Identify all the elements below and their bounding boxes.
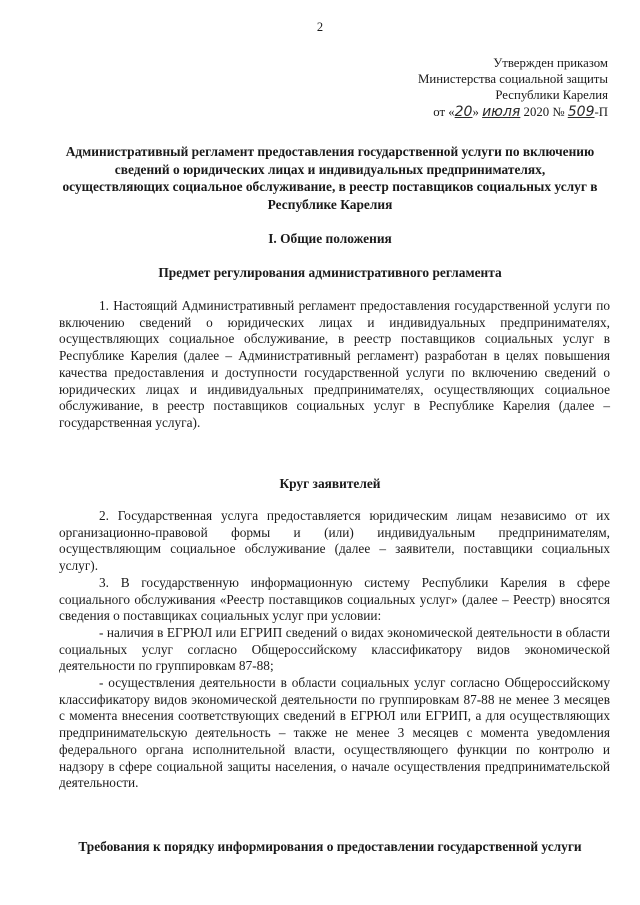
page-number: 2 — [316, 20, 324, 34]
paragraph-2: 2. Государственная услуга предоставляется юридическим лицам независимо от их организационно-правовой формы и (или) индивидуальным предпринимателям, осуществляющим социальное обслуживание (далее – заявители, поставщики социальных услуг). — [59, 508, 610, 574]
approval-line-2: Министерства социальной защиты — [417, 72, 608, 87]
paragraph-1: 1. Настоящий Административный регламент предоставления государственной услуги по включению сведений о юридических лицах и индивидуальных предпринимателях, осуществляющих социальное обслуживание, в реестр поставщиков социальных услуг в Республике Карелия (далее – Административный регламент) разработан в целях повышения качества предоставления и доступности государственной услуги по включению сведений о юридических лицах и индивидуальных предпринимателях, осуществляющих социальное обслуживание, в реестр поставщиков социальных услуг в Республике Карелия (далее – государственная услуга). — [59, 298, 610, 430]
document-title: Административный регламент предоставления государственной услуги по включению сведений о юридических лицах и индивидуальных предпринимателях, осуществляющих социальное обслуживание, в реестр поставщиков социальных услуг в Республике Карелия — [62, 144, 598, 212]
paragraph-3: 3. В государственную информационную систему Республики Карелия в сфере социального обслуживания «Реестр поставщиков социальных услуг» (далее – Реестр) вносятся сведения о поставщиках социальных услуг при условии: — [59, 575, 610, 624]
paragraph-5: - осуществления деятельности в области социальных услуг согласно Общероссийскому классификатору видов экономической деятельности по группировкам 87-88 не менее 3 месяцев с момента внесения соответствующих сведений в ЕГРЮЛ или ЕГРИП, а для осуществляющих предпринимательскую деятельность – также не менее 3 месяцев с момента уведомления федерального органа исполнительной власти, осуществляющего функции по контролю и надзору в сфере социальной защиты населения, о начале осуществления предпринимательской деятельности. — [59, 675, 610, 791]
date-month: июля — [482, 103, 521, 120]
approval-date-line — [418, 104, 608, 120]
subsection-heading-informing: Требования к порядку информирования о предоставлении государственной услуги — [78, 839, 582, 854]
order-number: 509 — [567, 103, 595, 120]
order-suffix: -П — [594, 104, 608, 119]
paragraph-4: - наличия в ЕГРЮЛ или ЕГРИП сведений о видах экономической деятельности в области социальных услуг согласно Общероссийскому классификатору видов экономической деятельности по группировкам 87-88; — [59, 625, 610, 674]
approval-line-3: Республики Карелия — [495, 88, 608, 103]
date-separator: » — [472, 104, 483, 119]
approval-line-1: Утвержден приказом — [493, 56, 608, 70]
subsection-heading-subject: Предмет регулирования административного регламента — [158, 265, 502, 280]
subsection-heading-applicants: Круг заявителей — [279, 476, 381, 491]
date-prefix: от « — [433, 104, 455, 119]
date-day: 20 — [454, 103, 473, 120]
date-year: 2020 № — [520, 104, 568, 119]
section-heading-general: I. Общие положения — [268, 231, 392, 246]
approval-block — [418, 55, 608, 120]
